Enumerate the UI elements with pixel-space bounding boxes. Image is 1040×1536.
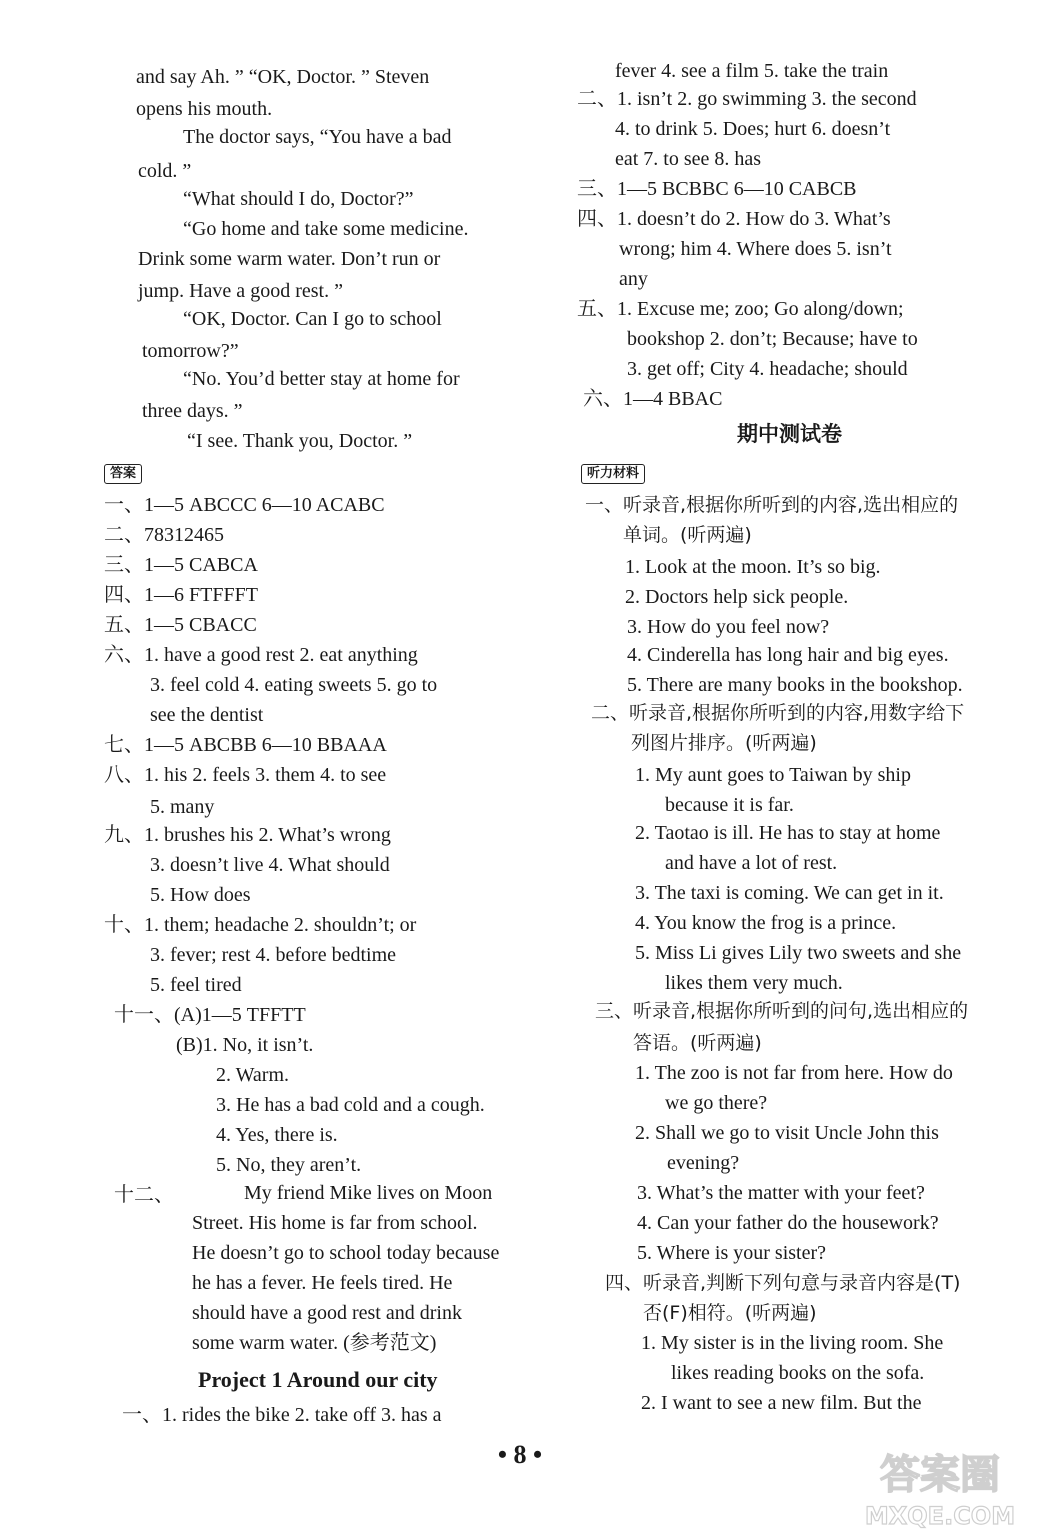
listening-line: 1. My sister is in the living room. She bbox=[641, 1332, 944, 1354]
answer-line: 3. He has a bad cold and a cough. bbox=[216, 1094, 485, 1116]
answer-line: 七、1—5 ABCBB 6—10 BBAAA bbox=[104, 734, 387, 756]
answer-line: 十一、(A)1—5 TFFTT bbox=[114, 1004, 306, 1026]
answer-line: 3. doesn’t live 4. What should bbox=[150, 854, 390, 876]
listening-line: and have a lot of rest. bbox=[665, 852, 838, 874]
answer-line: 四、1—6 FTFFFT bbox=[104, 584, 258, 606]
exam-title: 期中测试卷 bbox=[737, 422, 842, 446]
answer-line: 5. feel tired bbox=[150, 974, 242, 996]
answer-line: 十二、 bbox=[114, 1184, 174, 1206]
listening-line: 4. Cinderella has long hair and big eyes. bbox=[627, 644, 949, 666]
listening-line: 5. Miss Li gives Lily two sweets and she bbox=[635, 942, 962, 964]
section-instruction: 答语。(听两遍) bbox=[633, 1032, 762, 1054]
answer-line: 5. No, they aren’t. bbox=[216, 1154, 362, 1176]
story-line: tomorrow?” bbox=[142, 340, 239, 362]
answer-line: 六、1—4 BBAC bbox=[583, 388, 723, 410]
answer-line: should have a good rest and drink bbox=[192, 1302, 462, 1324]
section-instruction: 二、听录音,根据你所听到的内容,用数字给下 bbox=[591, 702, 965, 724]
answer-line: 二、78312465 bbox=[104, 524, 224, 546]
svg-text:答案圈: 答案圈 bbox=[880, 1452, 1000, 1498]
listening-line: 3. The taxi is coming. We can get in it. bbox=[635, 882, 944, 904]
answer-line: 四、1. doesn’t do 2. How do 3. What’s bbox=[577, 208, 891, 230]
answer-line: he has a fever. He feels tired. He bbox=[192, 1272, 453, 1294]
answer-line: 六、1. have a good rest 2. eat anything bbox=[104, 644, 418, 666]
listening-line: 3. How do you feel now? bbox=[627, 616, 830, 638]
listening-line: 5. There are many books in the bookshop. bbox=[627, 674, 963, 696]
section-instruction: 四、听录音,判断下列句意与录音内容是(T) bbox=[605, 1272, 961, 1294]
answer-line: eat 7. to see 8. has bbox=[615, 148, 762, 170]
answer-line: 十、1. them; headache 2. shouldn’t; or bbox=[104, 914, 417, 936]
answer-line: 3. get off; City 4. headache; should bbox=[627, 358, 908, 380]
listening-line: 1. My aunt goes to Taiwan by ship bbox=[635, 764, 911, 786]
watermark-logo bbox=[845, 1440, 1035, 1532]
answer-line: 九、1. brushes his 2. What’s wrong bbox=[104, 824, 391, 846]
answer-line: 2. Warm. bbox=[216, 1064, 290, 1086]
answer-line: Street. His home is far from school. bbox=[192, 1212, 478, 1234]
page-number: • 8 • bbox=[497, 1440, 543, 1469]
answer-line: 5. many bbox=[150, 796, 215, 818]
section-instruction: 一、听录音,根据你所听到的内容,选出相应的 bbox=[585, 494, 959, 516]
listening-line: 4. You know the frog is a prince. bbox=[635, 912, 897, 934]
section-instruction: 三、听录音,根据你所听到的问句,选出相应的 bbox=[595, 1000, 969, 1022]
listening-label: 听力材料 bbox=[581, 464, 645, 484]
story-line: “Go home and take some medicine. bbox=[183, 218, 469, 240]
listening-line: 3. What’s the matter with your feet? bbox=[637, 1182, 925, 1204]
listening-line: 2. Taotao is ill. He has to stay at home bbox=[635, 822, 941, 844]
answer-line: (B)1. No, it isn’t. bbox=[176, 1034, 314, 1056]
answer-line: He doesn’t go to school today because bbox=[192, 1242, 500, 1264]
story-line: Drink some warm water. Don’t run or bbox=[138, 248, 441, 270]
listening-line: evening? bbox=[667, 1152, 740, 1174]
answer-line: 二、1. isn’t 2. go swimming 3. the second bbox=[577, 88, 917, 110]
section-instruction: 否(F)相符。(听两遍) bbox=[643, 1302, 817, 1324]
story-line: jump. Have a good rest. ” bbox=[138, 280, 343, 302]
answer-line: 五、1—5 CBACC bbox=[104, 614, 257, 636]
answer-label: 答案 bbox=[104, 464, 142, 484]
listening-line: likes reading books on the sofa. bbox=[671, 1362, 925, 1384]
listening-line: 2. Shall we go to visit Uncle John this bbox=[635, 1122, 939, 1144]
answer-line: see the dentist bbox=[150, 704, 264, 726]
answer-line: 三、1—5 BCBBC 6—10 CABCB bbox=[577, 178, 857, 200]
story-line: three days. ” bbox=[142, 400, 243, 422]
listening-line: because it is far. bbox=[665, 794, 794, 816]
listening-line: 2. I want to see a new film. But the bbox=[641, 1392, 922, 1414]
story-line: The doctor says, “You have a bad bbox=[183, 126, 452, 148]
story-line: cold. ” bbox=[138, 160, 192, 182]
story-line: “What should I do, Doctor?” bbox=[183, 188, 414, 210]
listening-line: likes them very much. bbox=[665, 972, 843, 994]
answer-line: 三、1—5 CABCA bbox=[104, 554, 258, 576]
listening-line: 4. Can your father do the housework? bbox=[637, 1212, 939, 1234]
answer-line: 3. fever; rest 4. before bedtime bbox=[150, 944, 397, 966]
answer-line: some warm water. (参考范文) bbox=[192, 1332, 437, 1354]
listening-line: 1. Look at the moon. It’s so big. bbox=[625, 556, 881, 578]
project-answer-line: 一、1. rides the bike 2. take off 3. has a bbox=[122, 1404, 442, 1426]
listening-line: 5. Where is your sister? bbox=[637, 1242, 827, 1264]
story-line: “OK, Doctor. Can I go to school bbox=[183, 308, 442, 330]
project-title: Project 1 Around our city bbox=[198, 1367, 438, 1392]
answer-line: 五、1. Excuse me; zoo; Go along/down; bbox=[577, 298, 904, 320]
answer-line: 5. How does bbox=[150, 884, 251, 906]
answer-line: 3. feel cold 4. eating sweets 5. go to bbox=[150, 674, 438, 696]
section-instruction: 列图片排序。(听两遍) bbox=[631, 732, 817, 754]
listening-line: 2. Doctors help sick people. bbox=[625, 586, 849, 608]
listening-line: 1. The zoo is not far from here. How do bbox=[635, 1062, 953, 1084]
answer-line: any bbox=[619, 268, 648, 290]
answer-line: 一、1—5 ABCCC 6—10 ACABC bbox=[104, 494, 385, 516]
answer-line: wrong; him 4. Where does 5. isn’t bbox=[619, 238, 892, 260]
section-instruction: 单词。(听两遍) bbox=[623, 524, 752, 546]
answer-line: 八、1. his 2. feels 3. them 4. to see bbox=[104, 764, 387, 786]
story-line: opens his mouth. bbox=[136, 98, 273, 120]
answer-line: fever 4. see a film 5. take the train bbox=[615, 60, 889, 82]
listening-line: we go there? bbox=[665, 1092, 768, 1114]
answer-line: bookshop 2. don’t; Because; have to bbox=[627, 328, 918, 350]
svg-text:MXQE.COM: MXQE.COM bbox=[864, 1502, 1016, 1530]
answer-line: 4. to drink 5. Does; hurt 6. doesn’t bbox=[615, 118, 891, 140]
answer-line: 4. Yes, there is. bbox=[216, 1124, 338, 1146]
story-line: “I see. Thank you, Doctor. ” bbox=[187, 430, 413, 452]
story-line: “No. You’d better stay at home for bbox=[183, 368, 460, 390]
answer-line: My friend Mike lives on Moon bbox=[244, 1182, 493, 1204]
story-line: and say Ah. ” “OK, Doctor. ” Steven bbox=[136, 66, 430, 88]
